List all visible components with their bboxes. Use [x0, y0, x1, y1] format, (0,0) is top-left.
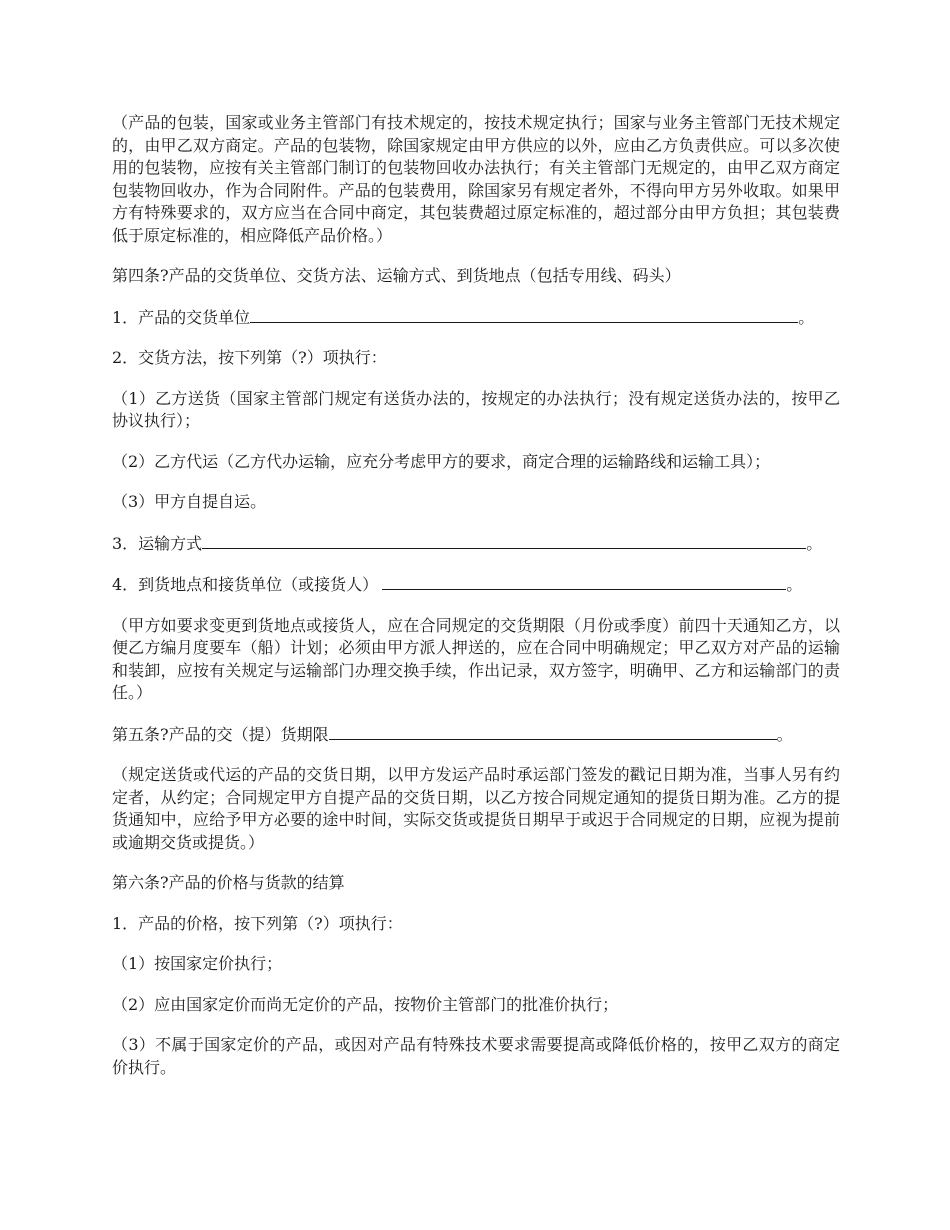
transport-method-line — [112, 532, 840, 556]
delivery-unit-end: 。 — [798, 307, 815, 327]
arrival-place-blank[interactable] — [382, 573, 786, 590]
delivery-method-line: 2．交货方法，按下列第（?）项执行： — [112, 348, 387, 367]
option-negotiated-price: （3）不属于国家定价的产品，或因对产品有特殊技术要求需要提高或降低价格的，按甲乙双方的商定价执行。 — [112, 1035, 840, 1077]
delivery-unit-line — [112, 306, 840, 330]
arrival-place-line — [112, 573, 840, 597]
article-6-heading: 第六条?产品的价格与货款的结算 — [112, 873, 345, 892]
delivery-period-blank[interactable] — [329, 723, 777, 740]
article-4-heading: 第四条?产品的交货单位、交货方法、运输方式、到货地点（包括专用线、码头） — [112, 266, 681, 285]
option-approved-price: （2）应由国家定价而尚无定价的产品，按物价主管部门的批准价执行； — [112, 994, 619, 1014]
option-state-price: （1）按国家定价执行； — [112, 954, 283, 973]
option-buyer-pickup: （3）甲方自提自运。 — [112, 492, 267, 511]
change-arrival-note-paragraph: （甲方如要求变更到货地点或接货人，应在合同规定的交货期限（月份或季度）前四十天通知乙方，以便乙方编月度要车（船）计划；必须由甲方派人押送的，应在合同中明确规定；甲乙双方对产品的运输和装卸，应按有关规定与运输部门办理交换手续，作出记录，双方签字，明确甲、乙方和运输部门的责任。） — [112, 615, 840, 702]
transport-method-label: 3．运输方式 — [112, 533, 203, 553]
transport-method-blank[interactable] — [202, 532, 806, 549]
delivery-date-note-paragraph: （规定送货或代运的产品的交货日期，以甲方发运产品时承运部门签发的戳记日期为准，当事人另有约定者，从约定；合同规定甲方自提产品的交货日期，以乙方按合同规定通知的提货日期为准。乙方的提货通知中，应给予甲方必要的途中时间，实际交货或提货日期早于或迟于合同规定的日期，应视为提前或逾期交货或提货。） — [112, 765, 840, 852]
packaging-note-paragraph: （产品的包装，国家或业务主管部门有技术规定的，按技术规定执行；国家与业务主管部门无技术规定的，由甲乙双方商定。产品的包装物，除国家规定由甲方供应的以外，应由乙方负责供应。可以多次使用的包装物，应按有关主管部门制订的包装物回收办法执行；有关主管部门无规定的，由甲乙双方商定包装物回收办，作为合同附件。产品的包装费用，除国家另有规定者外，不得向甲方另外收取。如果甲方有特殊要求的，双方应当在合同中商定，其包装费超过原定标准的，超过部分由甲方负担；其包装费低于原定标准的，相应降低产品价格。） — [112, 113, 840, 245]
option-seller-delivery: （1）乙方送货（国家主管部门规定有送货办法的，按规定的办法执行；没有规定送货办法的，按甲乙协议执行）； — [112, 388, 840, 430]
article-5-line — [112, 723, 840, 747]
option-seller-shipping: （2）乙方代运（乙方代办运输，应充分考虑甲方的要求，商定合理的运输路线和运输工具）； — [112, 451, 771, 471]
transport-method-end: 。 — [806, 533, 823, 553]
delivery-unit-label: 1．产品的交货单位 — [112, 307, 251, 327]
arrival-place-end: 。 — [786, 575, 803, 594]
delivery-unit-blank[interactable] — [250, 306, 798, 323]
arrival-place-label: 4．到货地点和接货单位（或接货人） — [112, 575, 379, 594]
article-5-label: 第五条?产品的交（提）货期限 — [112, 724, 329, 744]
price-options-line: 1．产品的价格，按下列第（?）项执行： — [112, 913, 403, 933]
delivery-period-end: 。 — [776, 724, 793, 744]
